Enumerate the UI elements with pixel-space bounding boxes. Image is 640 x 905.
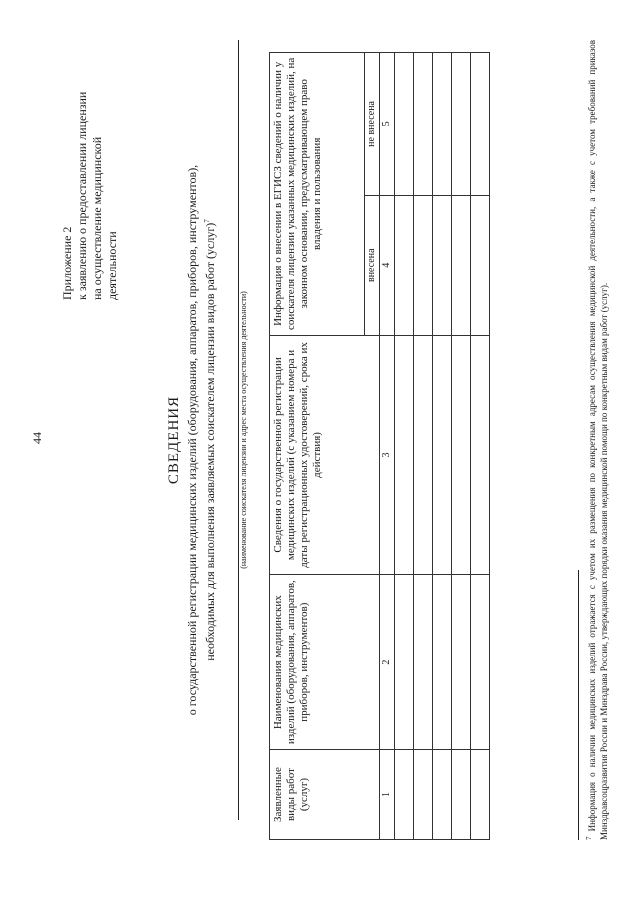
applicant-caption: (наименование соискателя лицензии и адрес места осуществления деятельности) <box>239 291 248 569</box>
col-header-device-names: Наименования медицинских изделий (оборудования, аппаратов, приборов, инструментов) <box>270 575 380 750</box>
subtitle-line: о государственной регистрации медицинских изделий (оборудования, аппаратов, приборов, инструментов), <box>185 164 199 716</box>
subtitle-line-2 <box>200 60 218 820</box>
col-header-egisz: Информация о внесении в ЕГИСЗ сведений о наличии у соискателя лицензии указанных медицинских изделий, на законном основании, предусматривающем право владения и пользования <box>270 53 365 336</box>
column-number: 5 <box>380 53 395 196</box>
subtitle-text: необходимых для выполнения заявляемых соискателем лицензии видов работ (услуг) <box>203 222 217 661</box>
appendix-header <box>60 40 120 300</box>
appendix-line: к заявлению о предоставлении лицензии <box>75 91 89 300</box>
column-number: 4 <box>380 195 395 335</box>
page-number: 44 <box>30 432 44 444</box>
table-row <box>452 53 471 840</box>
appendix-line: деятельности <box>105 231 119 300</box>
document-subtitle <box>185 60 218 820</box>
table-row <box>433 53 452 840</box>
table-row <box>414 53 433 840</box>
table-row <box>395 53 414 840</box>
column-number: 3 <box>380 335 395 575</box>
col-header-entered: внесена <box>365 195 380 335</box>
footnote <box>583 40 610 840</box>
appendix-line: на осуществление медицинской <box>90 136 104 300</box>
footnote-separator <box>578 570 579 840</box>
col-header-services: Заявленные виды работ (услуг) <box>270 750 380 840</box>
landscape-page <box>50 0 640 880</box>
col-header-not-entered: не внесена <box>365 53 380 196</box>
table-row <box>471 53 490 840</box>
footnote-mark: 7 <box>585 836 593 840</box>
column-number: 1 <box>380 750 395 840</box>
column-number: 2 <box>380 575 395 750</box>
medical-devices-table <box>269 52 490 840</box>
col-header-registration: Сведения о государственной регистрации медицинских изделий (с указанием номера и даты регистрационных удостоверений, срока их действия) <box>270 335 380 575</box>
document-title: СВЕДЕНИЯ <box>166 395 182 485</box>
appendix-line: Приложение 2 <box>60 226 74 300</box>
footnote-ref: 7 <box>203 219 211 223</box>
footnote-text: Информация о наличии медицинских изделий отражается с учетом их размещения по конкретным адресам осуществления медицинской деятельности, а также с учетом требований приказов Минздравсоцразвития России и Минздрава России, утверждающих порядки оказания медицинской помощи по конкретным видам работ (услуг). <box>587 40 609 840</box>
title-block <box>166 60 218 820</box>
column-number-row <box>380 53 395 840</box>
